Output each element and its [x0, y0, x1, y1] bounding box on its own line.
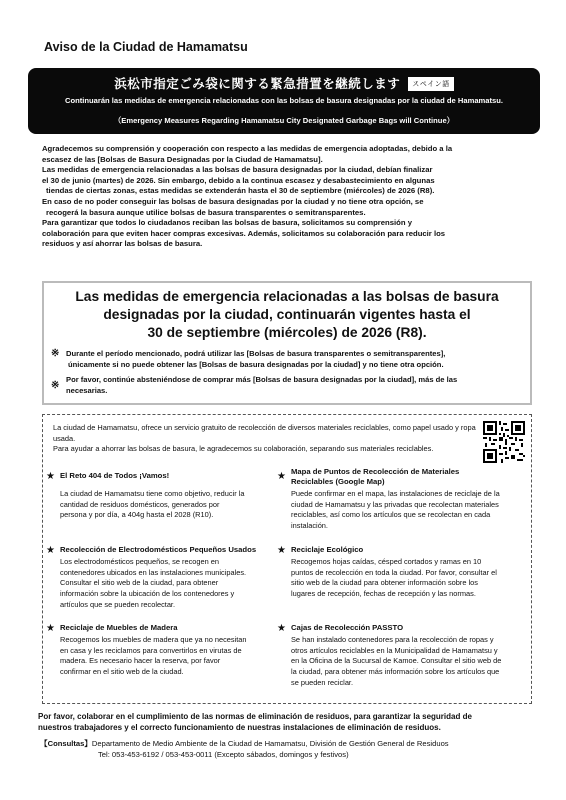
item-title-line: Reciclaje Ecológico [291, 545, 364, 554]
emergency-box [42, 281, 532, 405]
intro-line: recogerá la basura aunque utilice bolsas de basura transparentes o semitransparentes. [46, 207, 366, 217]
star-icon: ★ [46, 471, 55, 482]
item-body-line: información sobre la ubicación de los contenedores y [60, 589, 235, 599]
recycling-intro [53, 423, 477, 455]
item-body-line: Recogemos hojas caídas, césped cortados y ramas en 10 [291, 557, 482, 566]
intro-line: colaboración para que eviten hacer compras excesivas. Además, solicitamos su colaboración para reducir los [42, 228, 446, 238]
intro-line: En caso de no poder conseguir las bolsas de basura designadas por la ciudad y no tiene otra opción, se [42, 196, 424, 206]
recycling-intro-line: usada. [53, 433, 76, 443]
banner-subtitle-en: （Emergency Measures Regarding Hamamatsu City Designated Garbage Bags will Continue） [113, 116, 455, 125]
contact-department: Departamento de Medio Ambiente de la Ciudad de Hamamatsu, División de Gestión General de Residuos [91, 739, 449, 748]
item-title [60, 471, 270, 481]
emergency-title-line: 30 de septiembre (miércoles) de 2026 (R8). [147, 325, 427, 340]
item-title [291, 623, 501, 633]
note-line: Durante el período mencionado, podrá utilizar las [Bolsas de basura transparentes o semitransparentes], [66, 349, 446, 358]
item-body-line: reciclables, así como los artículos que se recolectan en cada [291, 510, 491, 520]
contact-phone: Tel: 053-453-6192 / 053-453-0011 (Excepto sábados, domingos y festivos) [98, 750, 349, 759]
item-body-line: otros artículos reciclables en la Municipalidad de Hamamatsu y [291, 645, 498, 655]
item-title-line: Recolección de Electrodomésticos Pequeños Usados [60, 545, 257, 554]
item-body-line: Los electrodomésticos pequeños, se recogen en [60, 557, 219, 566]
intro-line: tiendas de ciertas zonas, estas medidas se extenderán hasta el 30 de septiembre (miércoles) de 2026 (R8). [46, 186, 435, 196]
contact-label: 【Consultas】 [40, 739, 92, 748]
note-line: únicamente si no puede obtener las [Bolsas de basura designadas por la ciudad] y no tiene otra opción. [68, 359, 444, 369]
item-body-line: la ciudad, para obtener más información sobre los artículos que [291, 667, 500, 677]
item-title [291, 545, 501, 555]
item-body-line: ciudad de Hamamatsu y las privadas que recolectan materiales [291, 499, 499, 509]
star-icon: ★ [277, 471, 286, 482]
item-body-line: instalación. [291, 521, 328, 531]
contact-department-row [40, 738, 540, 749]
item-body-line: Puede confirmar en el mapa, las instalaciones de reciclaje de la [291, 489, 500, 498]
recycling-intro-line: Para ayudar a ahorrar las bolsas de basura, le agradecemos su colaboración, separando sus materiales reciclables. [53, 444, 434, 454]
star-icon: ★ [277, 623, 286, 634]
item-title [60, 623, 270, 633]
emergency-note-1 [51, 348, 526, 370]
item-title-line: El Reto 404 de Todos ¡Vamos! [60, 471, 170, 480]
item-body-line: Consultar el sitio web de la ciudad, para obtener [60, 578, 219, 588]
qr-code-icon[interactable] [483, 421, 525, 463]
cooperation-line: Por favor, colaborar en el cumplimiento de las normas de eliminación de residuos, para garantizar la seguridad de [38, 712, 472, 721]
notice-heading: Aviso de la Ciudad de Hamamatsu [44, 40, 248, 54]
reference-mark-icon: ※ [51, 380, 60, 391]
intro-line: el 30 de junio (martes) de 2026. Sin embargo, debido a la continua escasez y desabastecimiento en algunas [42, 175, 435, 185]
item-title [60, 545, 270, 555]
recycling-intro-line: La ciudad de Hamamatsu, ofrece un servicio gratuito de recolección de diversos materiales reciclables, como papel usado y ropa [53, 423, 476, 432]
item-body [291, 635, 531, 689]
note-line: Por favor, continúe absteniéndose de comprar más [Bolsas de basura designadas por la ciudad], más de las [66, 375, 458, 384]
item-body-line: La ciudad de Hamamatsu tiene como objetivo, reducir la [60, 489, 245, 498]
language-tag: スペイン語 [408, 77, 454, 91]
item-body-line: persona y por día, a 404g hasta el 2028 (R10). [60, 510, 214, 520]
banner-title-jp-text: 浜松市指定ごみ袋に関する緊急措置を継続します [114, 76, 401, 91]
emergency-note-2 [51, 375, 526, 396]
emergency-title-line: designadas por la ciudad, continuarán vigentes hasta el [103, 307, 471, 322]
emergency-title [52, 288, 522, 342]
item-body-line: se pueden reciclar. [291, 677, 354, 687]
star-icon: ★ [46, 545, 55, 556]
cooperation-request [38, 711, 538, 733]
recycling-box [42, 414, 532, 704]
item-body [60, 635, 278, 678]
cooperation-line: nuestros trabajadores y el correcto funcionamiento de nuestras instalaciones de eliminación de residuos. [38, 723, 441, 732]
item-body-line: contenedores ubicados en las instalaciones municipales. [60, 567, 247, 577]
item-title-line: Reciclables (Google Map) [291, 477, 385, 487]
item-body-line: confirmar en el sitio web de la ciudad. [60, 667, 184, 677]
item-title-line: Cajas de Recolección PASSTO [291, 623, 404, 632]
item-body-line: lugares de recepción, fechas de recepción y las normas. [291, 589, 476, 599]
item-body-line: en la Oficina de la Sucursal de Kamoe. Consultar el sitio web de [291, 656, 502, 666]
item-body [60, 557, 278, 611]
item-body [291, 557, 531, 600]
intro-line: residuos y así ahorrar las bolsas de basura. [42, 239, 203, 249]
item-body-line: madera. Es necesario hacer la reserva, por favor [60, 656, 221, 666]
emergency-title-line: Las medidas de emergencia relacionadas a las bolsas de basura [75, 289, 499, 304]
star-icon: ★ [277, 545, 286, 556]
item-body-line: en casa y les reciclamos para convertirlos en virutas de [60, 645, 242, 655]
item-body [60, 489, 278, 521]
item-body-line: Recogemos los muebles de madera que ya no necesitan [60, 635, 247, 644]
intro-line: Las medidas de emergencia relacionadas a las bolsas de basura designadas por la ciudad, debían finalizar [42, 165, 433, 175]
intro-line: Agradecemos su comprensión y cooperación con respecto a las medidas de emergencia adoptadas, debido a la [42, 144, 453, 153]
reference-mark-icon: ※ [51, 348, 60, 359]
item-title-line: Mapa de Puntos de Recolección de Materiales [291, 467, 460, 476]
intro-line: escasez de las [Bolsas de Basura Designadas por la Ciudad de Hamamatsu]. [42, 154, 323, 164]
item-title [291, 467, 501, 488]
item-body-line: sitio web de la ciudad para obtener información sobre los [291, 578, 478, 588]
title-banner [28, 68, 540, 134]
intro-text [42, 144, 542, 250]
banner-title-jp [28, 74, 540, 92]
intro-line: Para garantizar que todos lo ciudadanos reciban las bolsas de basura, solicitamos su comprensión y [42, 218, 412, 228]
item-body-line: Se han instalado contenedores para la recolección de ropas y [291, 635, 494, 644]
item-body [291, 489, 531, 532]
item-body-line: cantidad de residuos domésticos, generados por [60, 499, 220, 509]
banner-subtitle-es: Continuarán las medidas de emergencia relacionadas con las bolsas de basura designadas por la ciudad de Hamamatsu. [64, 96, 504, 105]
item-title-line: Reciclaje de Muebles de Madera [60, 623, 178, 632]
note-line: necesarias. [66, 385, 108, 395]
item-body-line: artículos que se pueden recolectar. [60, 599, 176, 609]
contact-info [40, 738, 540, 760]
star-icon: ★ [46, 623, 55, 634]
item-body-line: puntos de recolección en toda la ciudad. Por favor, consultar el [291, 567, 497, 577]
